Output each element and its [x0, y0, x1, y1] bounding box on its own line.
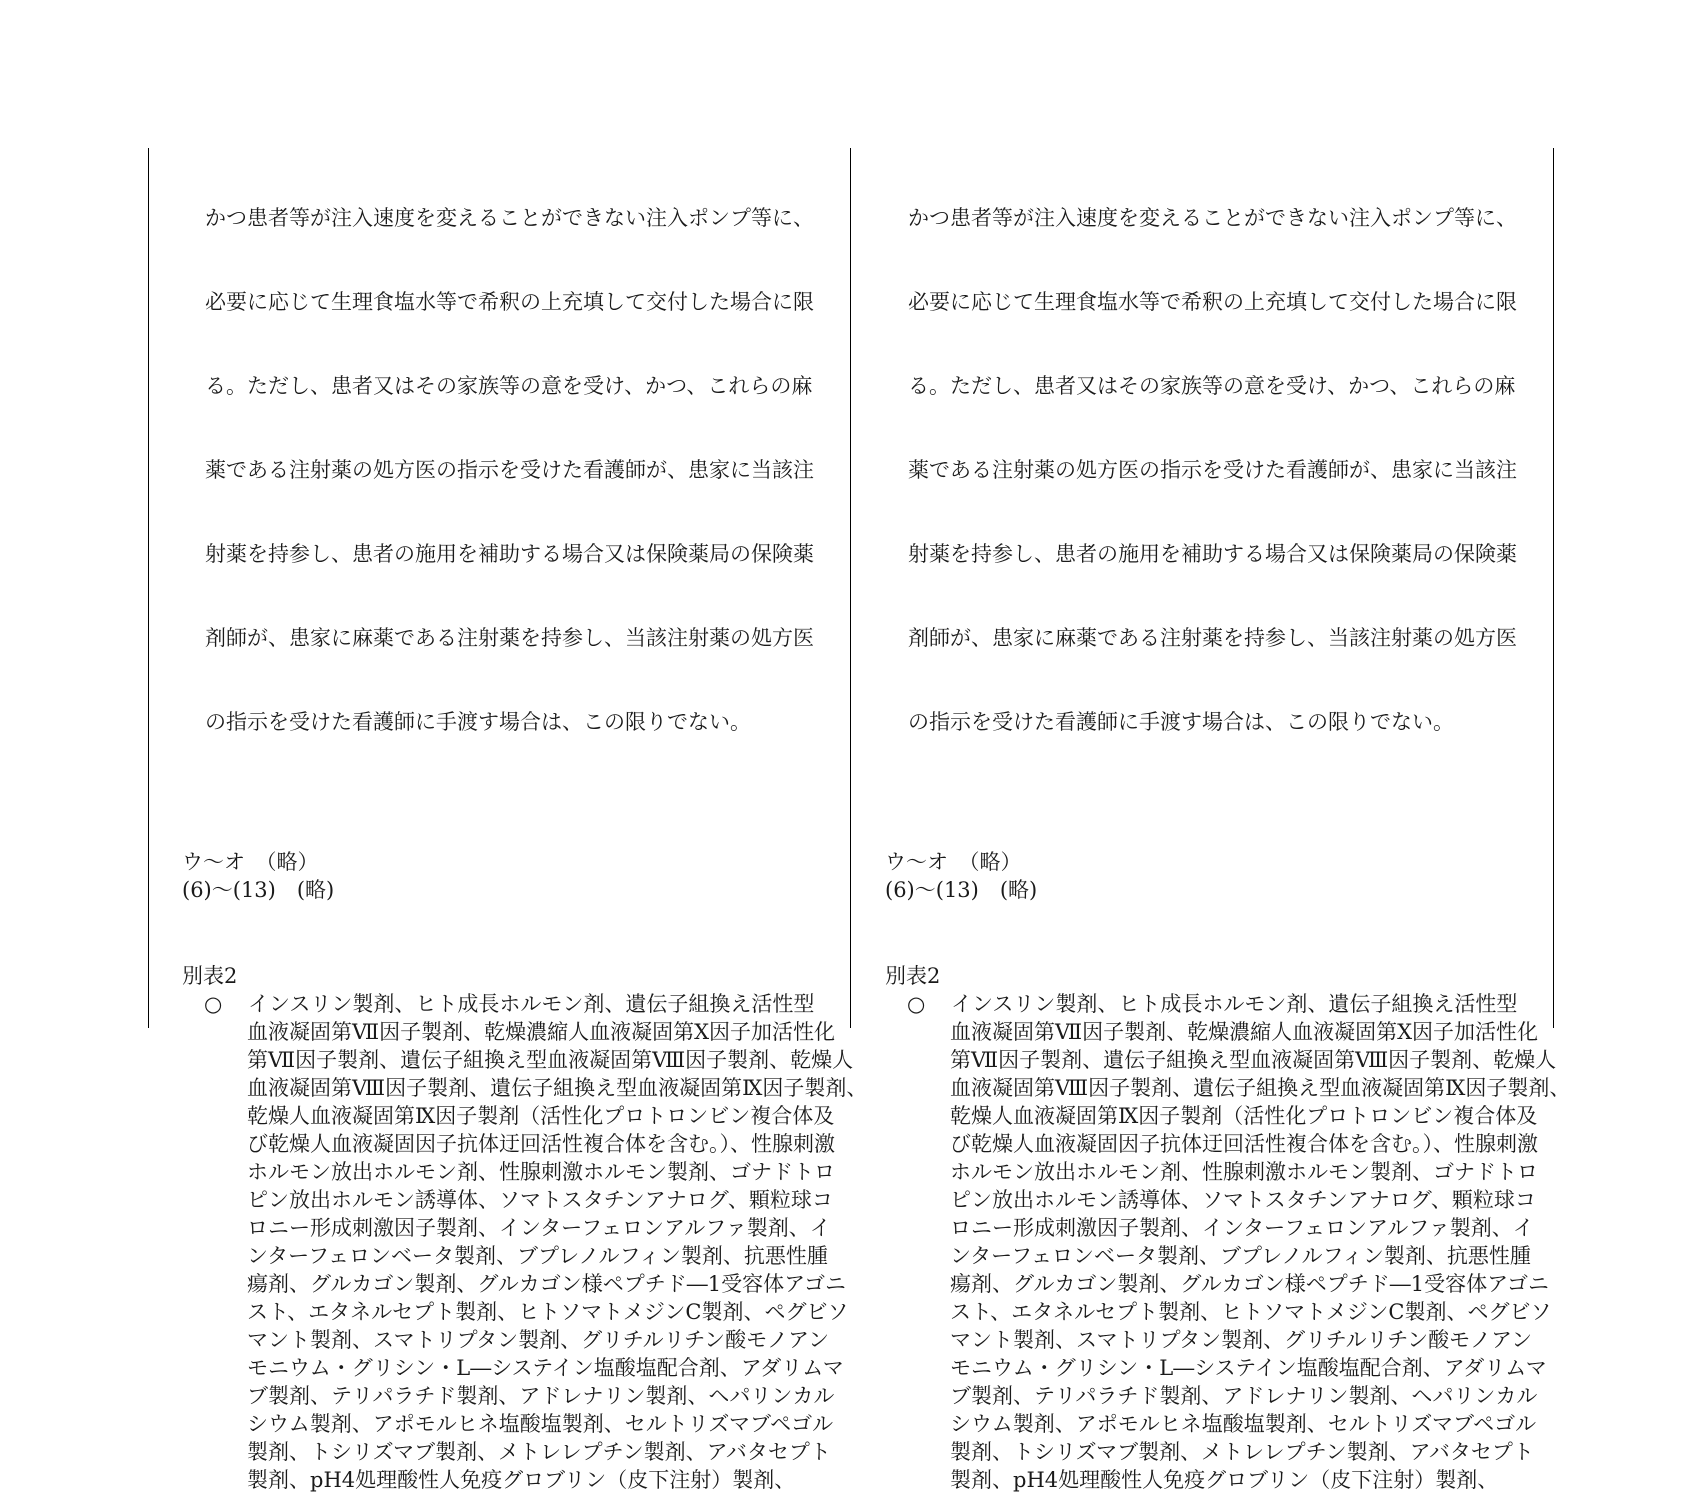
list-line: ンターフェロンベータ製剤、ブプレノルフィン製剤、抗悪性腫	[247, 1244, 828, 1268]
omitted-item: ウ～オ （略）	[885, 850, 1022, 874]
list-item	[204, 990, 872, 1494]
list-line: シウム製剤、アポモルヒネ塩酸塩製剤、セルトリズマブペゴル	[950, 1412, 1537, 1436]
list-line: ホルモン放出ホルモン剤、性腺刺激ホルモン製剤、ゴナドトロ	[950, 1160, 1538, 1184]
paragraph-line: かつ患者等が注入速度を変えることができない注入ポンプ等に、	[205, 206, 814, 230]
list-line: 製剤、pH4処理酸性人免疫グロブリン（皮下注射）製剤、	[247, 1468, 796, 1492]
paragraph-line: かつ患者等が注入速度を変えることができない注入ポンプ等に、	[908, 206, 1517, 230]
list-first-line	[204, 990, 872, 1018]
bullet-circle-icon: ○	[907, 992, 926, 1016]
list-line: 第Ⅶ因子製剤、遺伝子組換え型血液凝固第Ⅷ因子製剤、乾燥人	[950, 1048, 1557, 1072]
paragraph-line: る。ただし、患者又はその家族等の意を受け、かつ、これらの麻	[205, 374, 813, 398]
list-line: 製剤、トシリズマブ製剤、メトレレプチン製剤、アバタセプト	[247, 1440, 831, 1464]
paragraph-line: 剤師が、患家に麻薬である注射薬を持参し、当該注射薬の処方医	[205, 626, 814, 650]
omitted-item: (6)～(13) (略)	[885, 878, 1038, 902]
left-column	[182, 148, 872, 1494]
list-line: ピン放出ホルモン誘導体、ソマトスタチンアナログ、顆粒球コ	[950, 1188, 1536, 1212]
omitted-item: (6)～(13) (略)	[182, 878, 335, 902]
list-line: スト、エタネルセプト製剤、ヒトソマトメジンC製剤、ペグビソ	[247, 1300, 849, 1324]
list-line: 製剤、トシリズマブ製剤、メトレレプチン製剤、アバタセプト	[950, 1440, 1534, 1464]
top-paragraph	[205, 148, 872, 792]
paragraph-line: 射薬を持参し、患者の施用を補助する場合又は保険薬局の保険薬	[205, 542, 814, 566]
list-line: モニウム・グリシン・L―システイン塩酸塩配合剤、アダリムマ	[247, 1356, 844, 1380]
right-column	[885, 148, 1575, 1494]
list-line: マント製剤、スマトリプタン製剤、グリチルリチン酸モノアン	[950, 1328, 1533, 1352]
omitted-item: ウ～オ （略）	[182, 850, 319, 874]
list-line: ンターフェロンベータ製剤、ブプレノルフィン製剤、抗悪性腫	[950, 1244, 1531, 1268]
list-line: マント製剤、スマトリプタン製剤、グリチルリチン酸モノアン	[247, 1328, 830, 1352]
list-line: び乾燥人血液凝固因子抗体迂回活性複合体を含む。）、性腺刺激	[247, 1132, 835, 1156]
list-line: 血液凝固第Ⅶ因子製剤、乾燥濃縮人血液凝固第Ⅹ因子加活性化	[247, 1020, 836, 1044]
list-line: ブ製剤、テリパラチド製剤、アドレナリン製剤、ヘパリンカル	[247, 1384, 835, 1408]
list-line: インスリン製剤、ヒト成長ホルモン剤、遺伝子組換え活性型	[248, 992, 815, 1016]
list-line: ブ製剤、テリパラチド製剤、アドレナリン製剤、ヘパリンカル	[950, 1384, 1538, 1408]
top-paragraph	[908, 148, 1575, 792]
paragraph-line: 薬である注射薬の処方医の指示を受けた看護師が、患家に当該注	[908, 458, 1517, 482]
list-line: ロニー形成刺激因子製剤、インターフェロンアルファ製剤、イ	[950, 1216, 1534, 1240]
list-line: 血液凝固第Ⅷ因子製剤、遺伝子組換え型血液凝固第Ⅸ因子製剤、	[247, 1076, 868, 1100]
paragraph-line: 必要に応じて生理食塩水等で希釈の上充填して交付した場合に限	[205, 290, 814, 314]
bullet-circle-icon: ○	[204, 992, 223, 1016]
list-line: 瘍剤、グルカゴン製剤、グルカゴン様ペプチド―1受容体アゴニ	[950, 1272, 1550, 1296]
list-line: インスリン製剤、ヒト成長ホルモン剤、遺伝子組換え活性型	[951, 992, 1518, 1016]
list-line: び乾燥人血液凝固因子抗体迂回活性複合体を含む。）、性腺刺激	[950, 1132, 1538, 1156]
paragraph-line: の指示を受けた看護師に手渡す場合は、この限りでない。	[908, 710, 1454, 734]
list-first-line	[907, 990, 1575, 1018]
paragraph-line: 必要に応じて生理食塩水等で希釈の上充填して交付した場合に限	[908, 290, 1517, 314]
appendix-title: 別表2	[182, 964, 238, 988]
list-line: スト、エタネルセプト製剤、ヒトソマトメジンC製剤、ペグビソ	[950, 1300, 1552, 1324]
list-line: ピン放出ホルモン誘導体、ソマトスタチンアナログ、顆粒球コ	[247, 1188, 833, 1212]
list-line: ロニー形成刺激因子製剤、インターフェロンアルファ製剤、イ	[247, 1216, 831, 1240]
appendix-title: 別表2	[885, 964, 941, 988]
paragraph-line: 剤師が、患家に麻薬である注射薬を持参し、当該注射薬の処方医	[908, 626, 1517, 650]
list-line: モニウム・グリシン・L―システイン塩酸塩配合剤、アダリムマ	[950, 1356, 1547, 1380]
list-item	[907, 990, 1575, 1494]
list-line: 乾燥人血液凝固第Ⅸ因子製剤（活性化プロトロンビン複合体及	[950, 1104, 1538, 1128]
paragraph-line: る。ただし、患者又はその家族等の意を受け、かつ、これらの麻	[908, 374, 1516, 398]
paragraph-line: の指示を受けた看護師に手渡す場合は、この限りでない。	[205, 710, 751, 734]
list-line: 血液凝固第Ⅷ因子製剤、遺伝子組換え型血液凝固第Ⅸ因子製剤、	[950, 1076, 1571, 1100]
list-line: 乾燥人血液凝固第Ⅸ因子製剤（活性化プロトロンビン複合体及	[247, 1104, 835, 1128]
list-line: 製剤、pH4処理酸性人免疫グロブリン（皮下注射）製剤、	[950, 1468, 1499, 1492]
paragraph-line: 薬である注射薬の処方医の指示を受けた看護師が、患家に当該注	[205, 458, 814, 482]
list-line: シウム製剤、アポモルヒネ塩酸塩製剤、セルトリズマブペゴル	[247, 1412, 834, 1436]
list-line: 血液凝固第Ⅶ因子製剤、乾燥濃縮人血液凝固第Ⅹ因子加活性化	[950, 1020, 1539, 1044]
list-line: ホルモン放出ホルモン剤、性腺刺激ホルモン製剤、ゴナドトロ	[247, 1160, 835, 1184]
list-line: 第Ⅶ因子製剤、遺伝子組換え型血液凝固第Ⅷ因子製剤、乾燥人	[247, 1048, 854, 1072]
paragraph-line: 射薬を持参し、患者の施用を補助する場合又は保険薬局の保険薬	[908, 542, 1517, 566]
list-line: 瘍剤、グルカゴン製剤、グルカゴン様ペプチド―1受容体アゴニ	[247, 1272, 847, 1296]
